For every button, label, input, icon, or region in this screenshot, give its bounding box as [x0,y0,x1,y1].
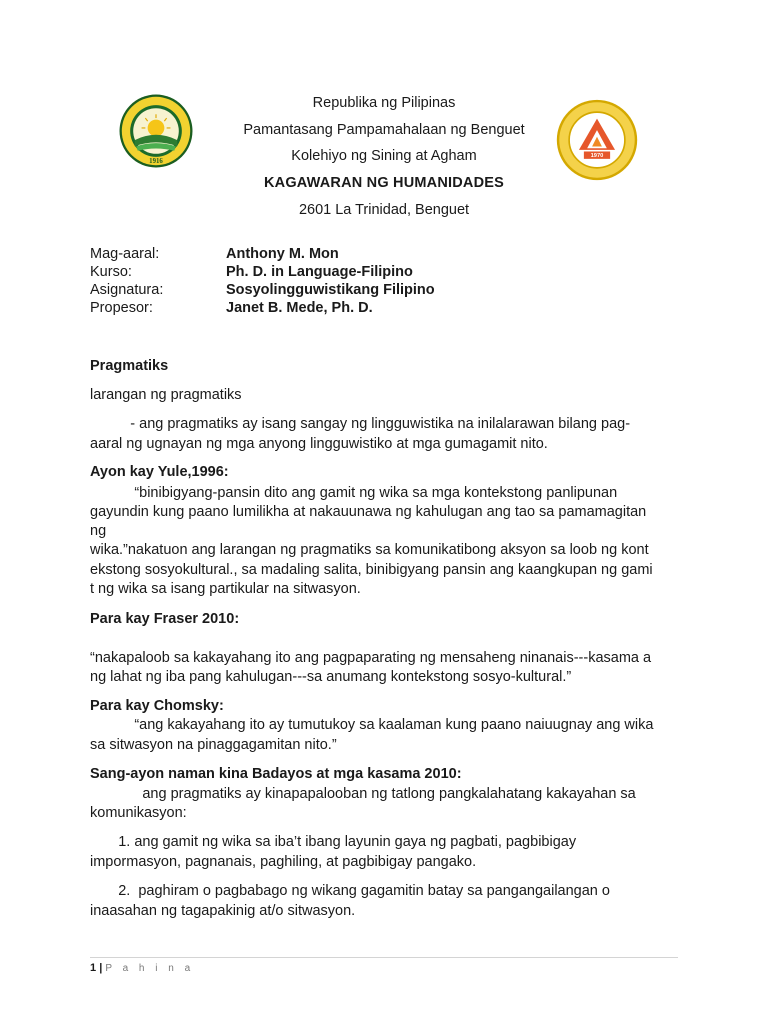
header-university: Pamantasang Pampamahalaan ng Benguet [243,122,525,138]
footer-separator: | [99,962,103,974]
definition-line: aaral ng ugnayan ng mga anyong lingguwistiko at mga gumagamit nito. [90,436,548,452]
fraser-heading: Para kay Fraser 2010: [90,611,240,627]
info-label: Mag-aaral: [90,246,160,262]
header-republic: Republika ng Pilipinas [312,95,456,111]
page-word: P a h i n a [105,963,195,974]
header-college: Kolehiyo ng Sining at Agham [291,148,477,164]
info-value: Sosyolingguwistikang Filipino [226,282,435,298]
info-value: Anthony M. Mon [226,246,339,262]
subtitle: larangan ng pragmatiks [90,387,242,403]
page-footer [90,962,194,974]
yule-line: wika.”nakatuon ang larangan ng pragmatiks sa komunikatibong aksyon sa loob ng kont [90,542,649,558]
list-item-line: 2. paghiram o pagbabago ng wikang gagamitin batay sa pangangailangan o [90,883,610,899]
fraser-line: ng lahat ng iba pang kahulugan---sa anumang kontekstong sosyo-kultural.” [90,669,572,685]
yule-line: ng [90,523,107,539]
graduate-school-seal [556,99,638,181]
info-value: Ph. D. in Language-Filipino [226,264,413,280]
right-seal-year: 1970 [590,153,604,160]
yule-heading: Ayon kay Yule,1996: [90,464,229,480]
list-item-line: impormasyon, pagnanais, paghiling, at pagbibigay pangako. [90,854,477,870]
list-item-line: 1. ang gamit ng wika sa iba’t ibang layunin gaya ng pagbati, pagbibigay [90,834,577,850]
badayos-line: komunikasyon: [90,805,187,821]
header-department: KAGAWARAN NG HUMANIDADES [263,175,505,191]
yule-line: “binibigyang-pansin dito ang gamit ng wika sa mga kontekstong panlipunan [90,485,618,501]
header-address: 2601 La Trinidad, Benguet [298,202,470,218]
badayos-heading: Sang-ayon naman kina Badayos at mga kasama 2010: [90,766,462,782]
fraser-line: “nakapaloob sa kakayahang ito ang pagpaparating ng mensaheng ninanais---kasama a [90,650,652,666]
info-label: Propesor: [90,300,153,316]
yule-line: gayundin kung paano lumilikha at nakauunawa ng kahulugan ang tao sa pamamagitan [90,504,647,520]
footer-divider [90,957,678,958]
info-value: Janet B. Mede, Ph. D. [226,300,373,316]
yule-line: ekstong sosyokultural., sa madaling salita, binibigyang pansin ang kaangkupan ng gami [90,562,653,578]
info-label: Kurso: [90,264,132,280]
list-item-line: inaasahan ng tagapakinig at/o sitwasyon. [90,903,356,919]
chomsky-line: “ang kakayahang ito ay tumutukoy sa kaalaman kung paano naiuugnay ang wika [90,717,654,733]
yule-line: t ng wika sa isang partikular na sitwasyon. [90,581,361,597]
chomsky-heading: Para kay Chomsky: [90,698,224,714]
left-seal-year: 1916 [149,157,163,165]
page-number: 1 [90,962,97,974]
chomsky-line: sa sitwasyon na pinaggagamitan nito.” [90,737,337,753]
badayos-line: ang pragmatiks ay kinapapalooban ng tatlong pangkalahatang kakayahan sa [90,786,636,802]
section-title: Pragmatiks [90,358,169,374]
info-label: Asignatura: [90,282,164,298]
benguet-state-university-seal [118,93,194,169]
definition-line: - ang pragmatiks ay isang sangay ng lingguwistika na inilalarawan bilang pag- [90,416,631,432]
